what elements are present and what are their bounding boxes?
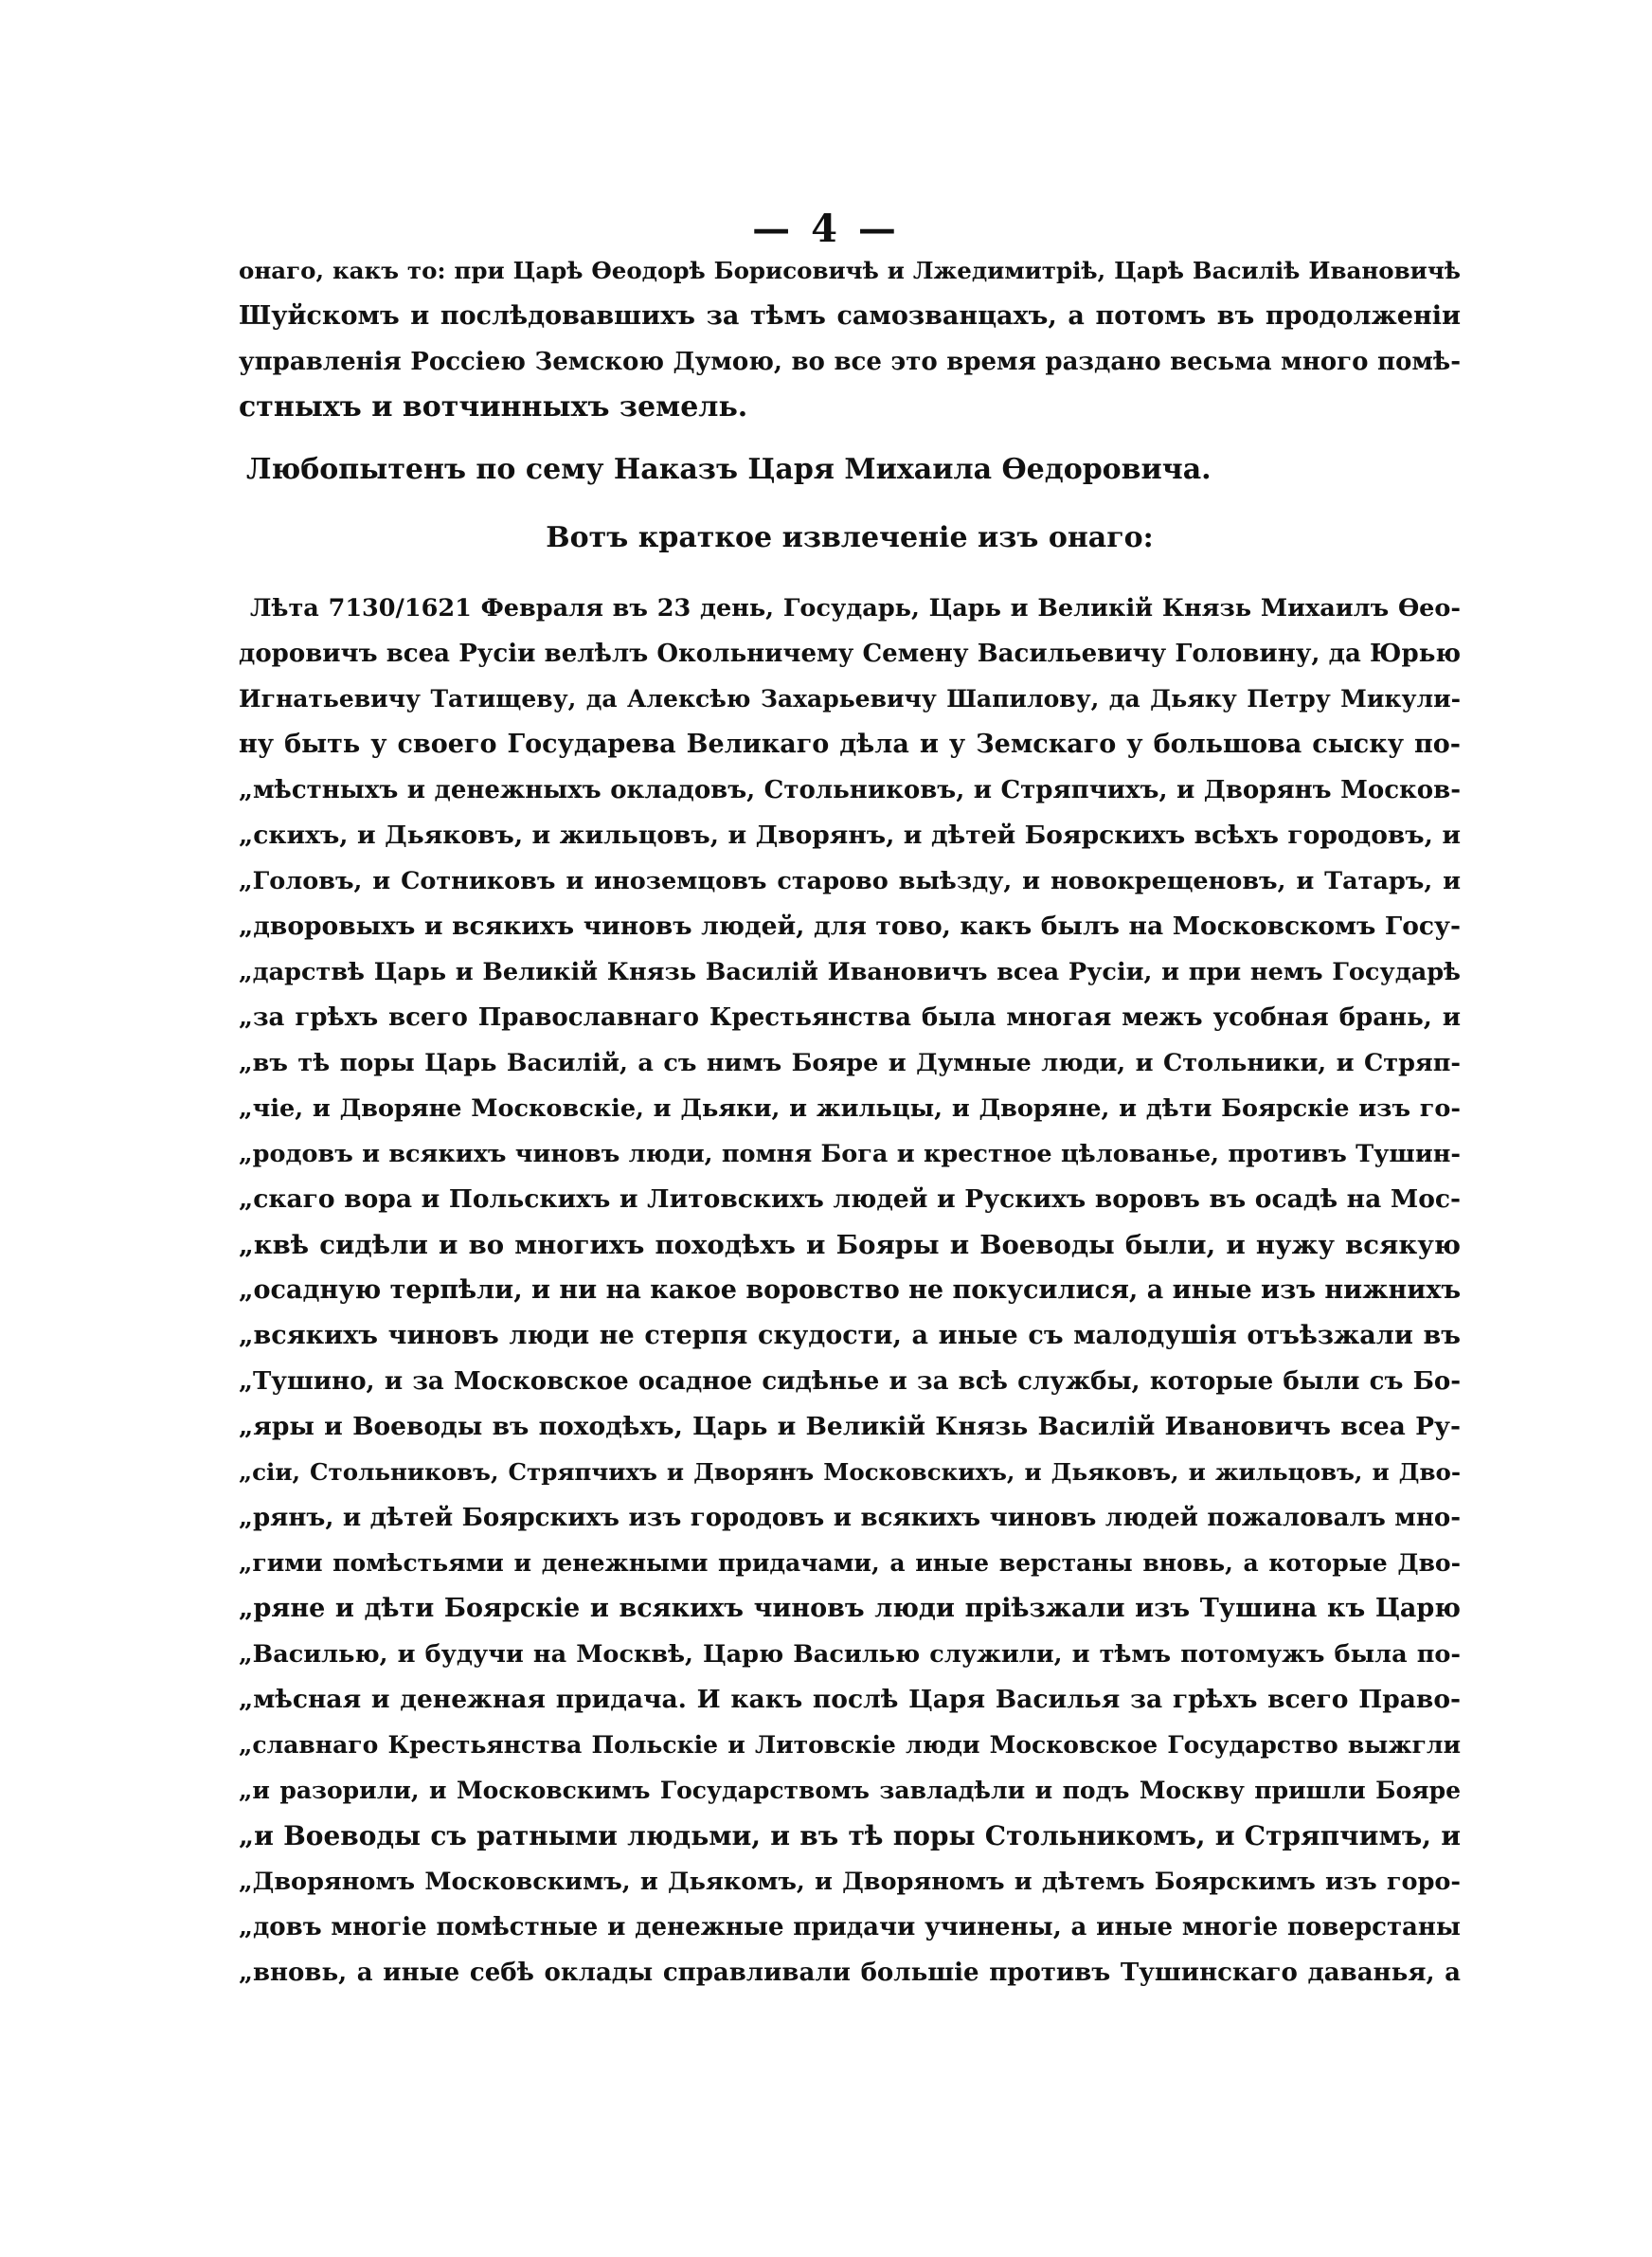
text-line: Лѣта 7130/1621 Февраля въ 23 день, Государь, Царь и Великій Князь Михаилъ Ѳео-	[250, 594, 1461, 623]
text-line: „квѣ сидѣли и во многихъ походѣхъ и Бояры и Воеводы были, и нужу всякую	[239, 1230, 1461, 1260]
section-subheading: Вотъ краткое извлеченіе изъ онаго:	[546, 521, 1154, 554]
main-paragraph	[239, 586, 1461, 1995]
text-line: „и Воеводы съ ратными людьми, и въ тѣ поры Стольникомъ, и Стряпчимъ, и	[239, 1820, 1461, 1851]
text-line: „родовъ и всякихъ чиновъ люди, помня Бога и крестное цѣлованье, противъ Тушин-	[239, 1140, 1461, 1168]
text-line: „мѣстныхъ и денежныхъ окладовъ, Стольниковъ, и Стряпчихъ, и Дворянъ Москов-	[239, 776, 1461, 804]
text-line: „всякихъ чиновъ люди не стерпя скудости, а иные съ малодушія отъѣзжали въ	[239, 1321, 1461, 1350]
section-heading: Любопытенъ по сему Наказъ Царя Михаила Ѳедоровича.	[246, 453, 1212, 486]
text-line: „сіи, Стольниковъ, Стряпчихъ и Дворянъ Московскихъ, и Дьяковъ, и жильцовъ, и Дво-	[239, 1458, 1461, 1486]
text-line: „гими помѣстьями и денежными придачами, а иные верстаны вновь, а которые Дво-	[239, 1549, 1461, 1577]
text-line: „Василью, и будучи на Москвѣ, Царю Василью служили, и тѣмъ потомужъ была по-	[239, 1640, 1461, 1669]
text-line: „чіе, и Дворяне Московскіе, и Дьяки, и жильцы, и Дворяне, и дѣти Боярскіе изъ го-	[239, 1094, 1461, 1123]
text-line: „въ тѣ поры Царь Василій, а съ нимъ Бояре и Думные люди, и Стольники, и Стряп-	[239, 1049, 1461, 1077]
text-line: стныхъ и вотчинныхъ земель.	[239, 390, 748, 424]
text-line: „довъ многіе помѣстные и денежные придачи учинены, а иные многіе поверстаны	[239, 1913, 1461, 1941]
text-line: Игнатьевичу Татищеву, да Алексѣю Захарьевичу Шапилову, да Дьяку Петру Микули-	[239, 685, 1461, 713]
text-line: „скаго вора и Польскихъ и Литовскихъ людей и Рускихъ воровъ въ осадѣ на Мос-	[239, 1184, 1461, 1214]
text-line: „Дворяномъ Московскимъ, и Дьякомъ, и Дворяномъ и дѣтемъ Боярскимъ изъ горо-	[239, 1868, 1461, 1896]
text-line: „и разорили, и Московскимъ Государствомъ завладѣли и подъ Москву пришли Бояре	[239, 1777, 1461, 1804]
text-line: „рянъ, и дѣтей Боярскихъ изъ городовъ и всякихъ чиновъ людей пожаловалъ мно-	[239, 1504, 1461, 1532]
text-line: управленія Россіею Земскою Думою, во все это время раздано весьма много помѣ-	[239, 348, 1461, 376]
text-line: „дарствѣ Царь и Великій Князь Василій Ивановичъ всеа Русіи, и при немъ Государѣ	[239, 958, 1461, 986]
text-line: „скихъ, и Дьяковъ, и жильцовъ, и Дворянъ, и дѣтей Боярскихъ всѣхъ городовъ, и	[239, 821, 1461, 850]
text-line: „Тушино, и за Московское осадное сидѣнье и за всѣ службы, которые были съ Бо-	[239, 1367, 1461, 1396]
page-number: — 4 —	[752, 207, 900, 251]
text-line: „за грѣхъ всего Православнаго Крестьянства была многая межъ усобная брань, и	[239, 1003, 1461, 1032]
text-line: „ряне и дѣти Боярскіе и всякихъ чиновъ люди пріѣзжали изъ Тушина къ Царю	[239, 1594, 1461, 1623]
text-line: ну быть у своего Государева Великаго дѣла и у Земскаго у большова сыску по-	[239, 730, 1461, 759]
text-line: Шуйскомъ и послѣдовавшихъ за тѣмъ самозванцахъ, а потомъ въ продолженіи	[239, 301, 1461, 331]
intro-paragraph	[239, 248, 1461, 430]
text-line: „осадную терпѣли, и ни на какое воровство не покусилися, а иные изъ нижнихъ	[239, 1275, 1461, 1305]
text-line: „славнаго Крестьянства Польскіе и Литовскіе люди Московское Государство выжгли	[239, 1731, 1461, 1759]
text-line: „вновь, а иные себѣ оклады справливали большіе противъ Тушинскаго даванья, а	[239, 1959, 1461, 1987]
text-line: „Головъ, и Сотниковъ и иноземцовъ старово выѣзду, и новокрещеновъ, и Татаръ, и	[239, 867, 1461, 895]
text-line: онаго, какъ то: при Царѣ Ѳеодорѣ Борисовичѣ и Лжедимитріѣ, Царѣ Василіѣ Ивановичѣ	[239, 257, 1461, 284]
text-line: „дворовыхъ и всякихъ чиновъ людей, для тово, какъ былъ на Московскомъ Госу-	[239, 912, 1461, 941]
text-line: доровичъ всеа Русіи велѣлъ Окольничему Семену Васильевичу Головину, да Юрью	[239, 640, 1461, 668]
text-line: „яры и Воеводы въ походѣхъ, Царь и Великій Князь Василій Ивановичъ всеа Ру-	[239, 1412, 1461, 1441]
text-line: „мѣсная и денежная придача. И какъ послѣ Царя Василья за грѣхъ всего Право-	[239, 1685, 1461, 1714]
